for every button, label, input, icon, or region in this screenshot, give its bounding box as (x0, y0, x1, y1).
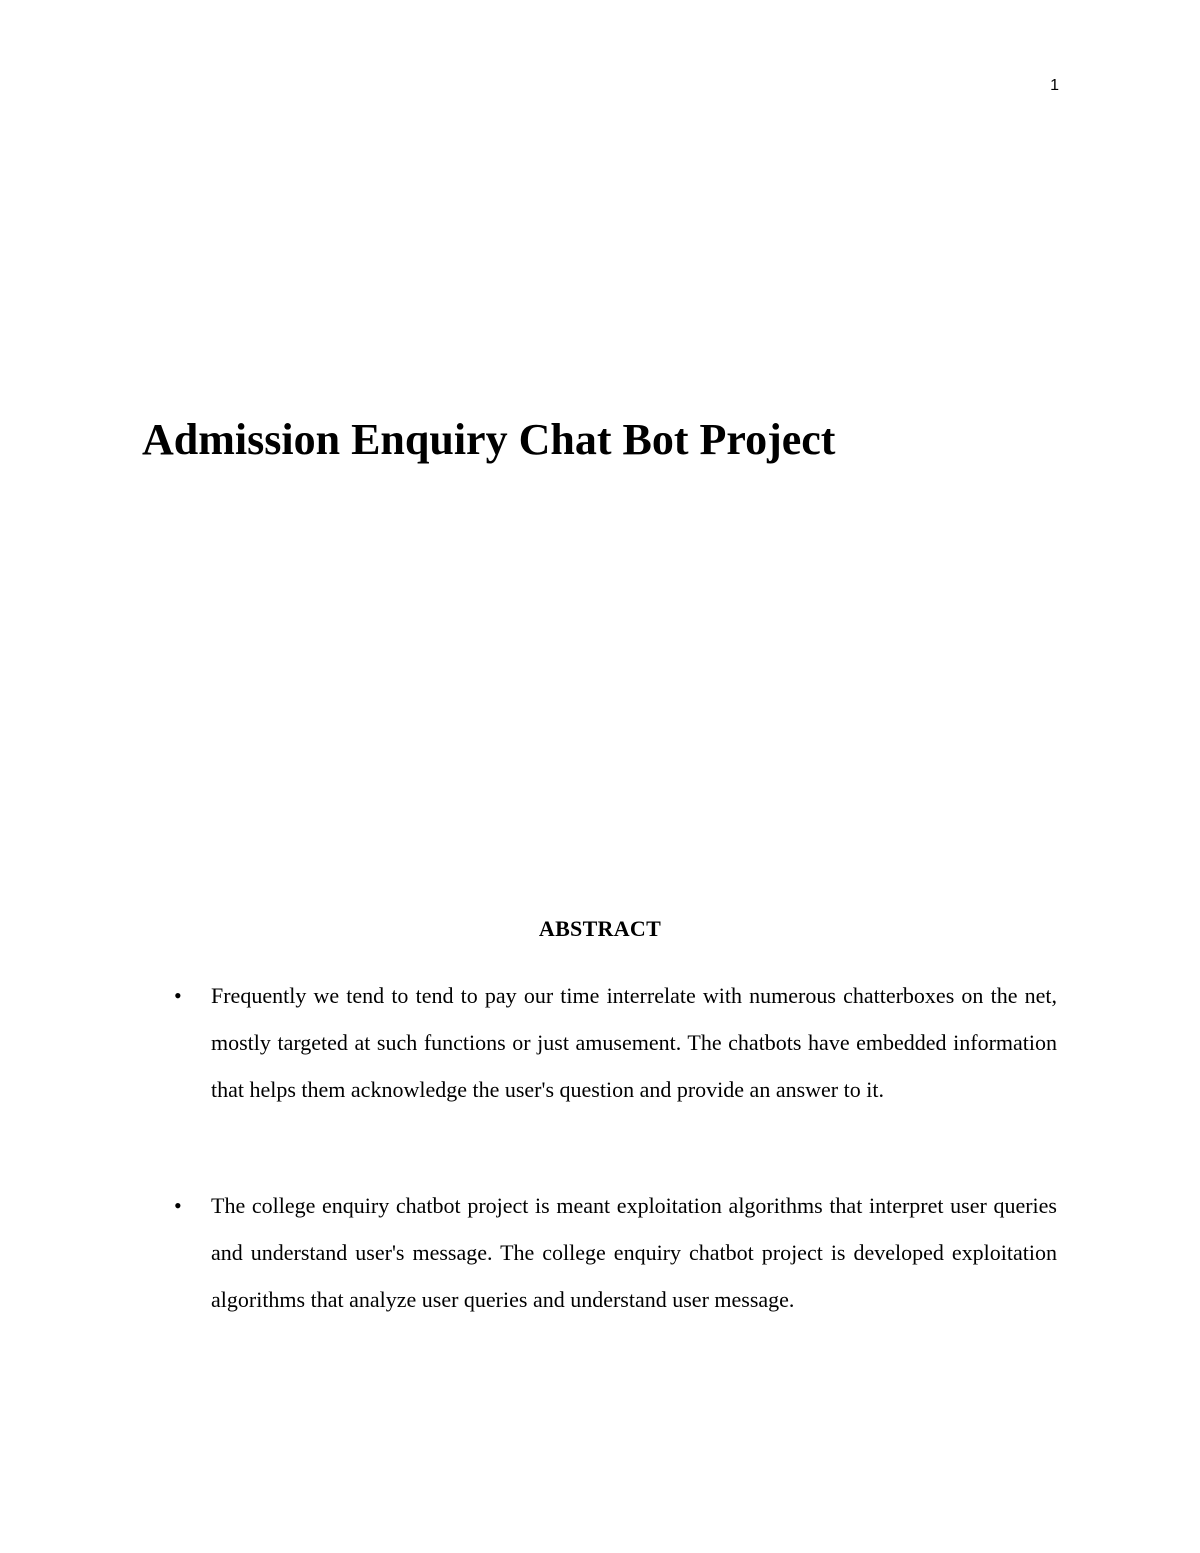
abstract-bullet-text: The college enquiry chatbot project is meant exploitation algorithms that interpret user queries and understand user's message. The college enquiry chatbot project is developed exploitation algorithms that analyze user queries and understand user message. (211, 1193, 1057, 1312)
abstract-heading: ABSTRACT (538, 916, 662, 941)
abstract-bullet-item (174, 1182, 1057, 1323)
document-title: Admission Enquiry Chat Bot Project (142, 415, 836, 464)
abstract-bullet-text: Frequently we tend to tend to pay our time interrelate with numerous chatterboxes on the net, mostly targeted at such functions or just amusement. The chatbots have embedded information that helps them acknowledge the user's question and provide an answer to it. (211, 983, 1057, 1102)
bullet-icon: • (174, 983, 182, 1008)
page-number: 1 (1050, 77, 1059, 94)
bullet-icon: • (174, 1193, 182, 1218)
abstract-bullet-item (174, 972, 1057, 1113)
